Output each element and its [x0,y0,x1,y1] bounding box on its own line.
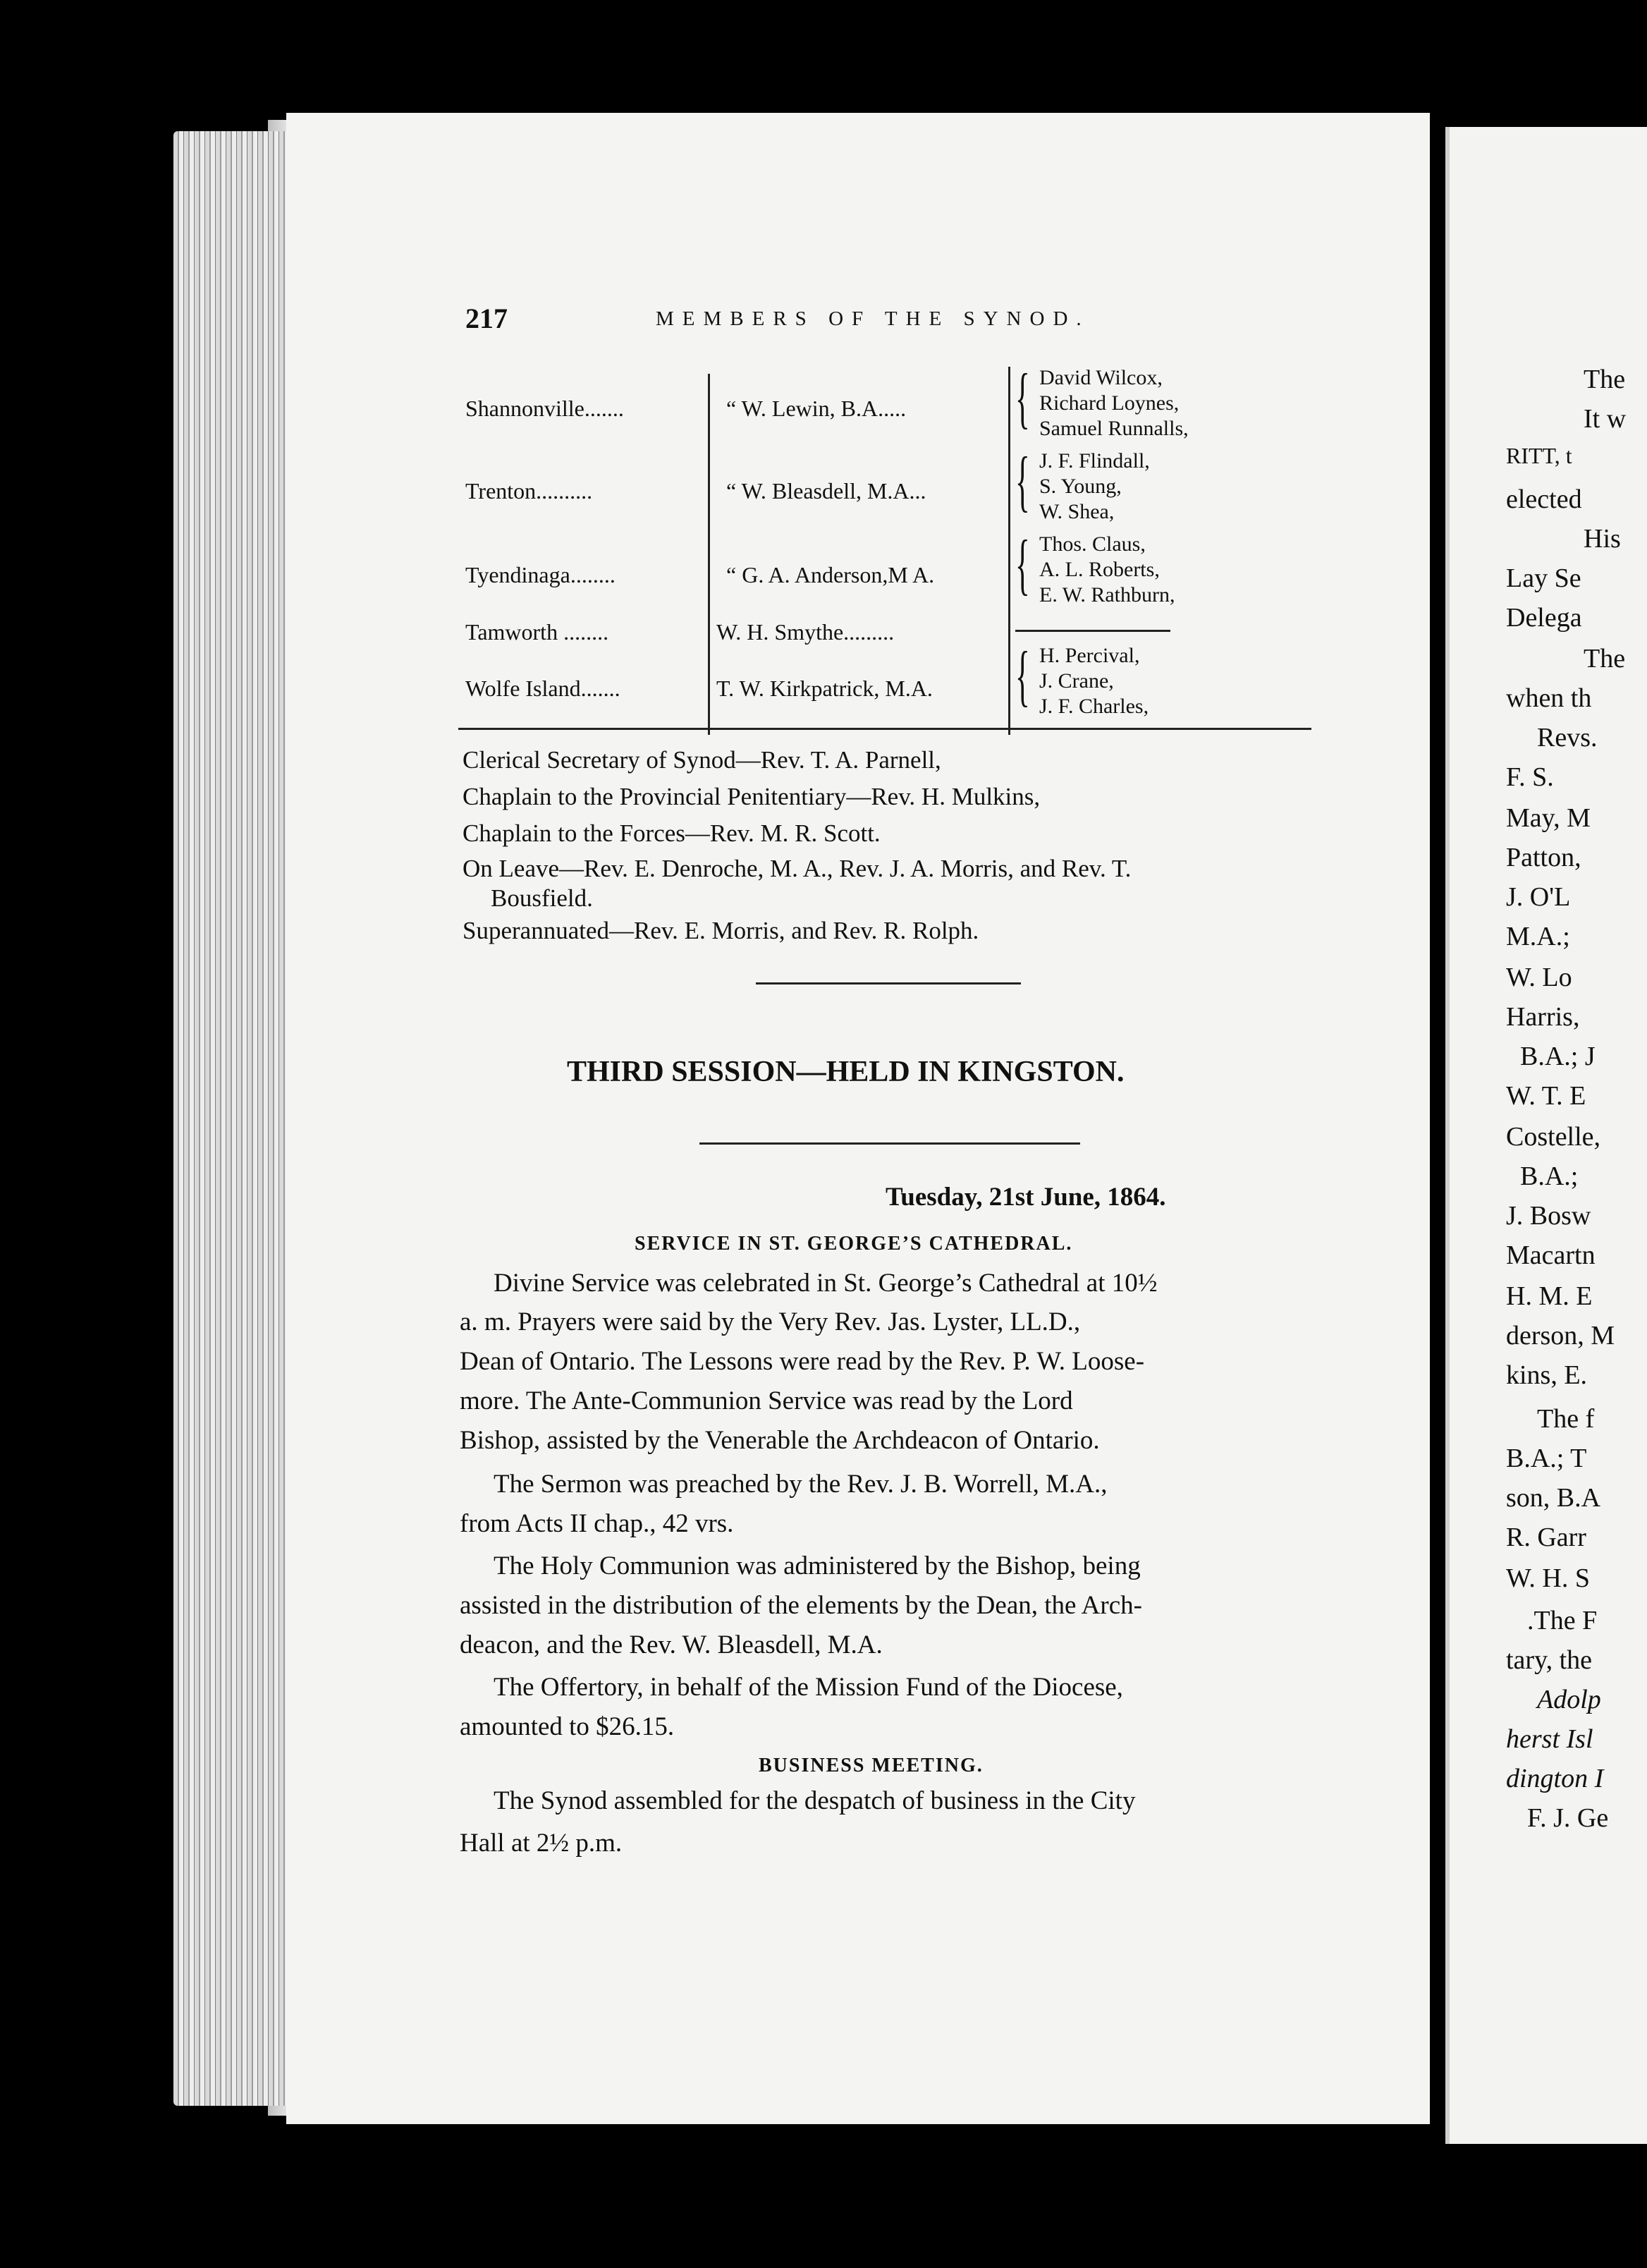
text-line: deacon, and the Rev. W. Bleasdell, M.A. [460,1630,883,1659]
right-page-fragment: Lay Se [1506,563,1581,593]
business-heading: BUSINESS MEETING. [759,1755,984,1776]
right-page-fragment: tary, the [1506,1645,1593,1675]
officer-line: Superannuated—Rev. E. Morris, and Rev. R. Rolph. [463,917,979,944]
table-row-clergy: “ W. Bleasdell, M.A... [726,478,926,504]
text-line: more. The Ante-Communion Service was read by the Lord [460,1386,1073,1415]
delegate: J. F. Flindall, [1039,449,1150,472]
text-line: Dean of Ontario. The Lessons were read by the Rev. P. W. Loose- [460,1347,1145,1376]
divider-rule [756,982,1021,984]
right-page-fragment: May, M [1506,803,1591,833]
officer-line: On Leave—Rev. E. Denroche, M. A., Rev. J. A. Morris, and Rev. T. [463,855,1132,882]
page-number: 217 [465,303,508,334]
right-page-fragment: W. H. S [1506,1563,1590,1593]
brace-icon: { [1015,526,1030,602]
text-line: The Offertory, in behalf of the Mission Fund of the Diocese, [494,1673,1123,1702]
right-page-fragment: Harris, [1506,1002,1580,1032]
delegate: H. Percival, [1039,644,1140,667]
table-row-parish: Trenton.......... [465,478,593,504]
right-page-fragment: The [1584,365,1626,394]
right-page-fragment: The [1584,644,1626,673]
right-page-fragment: W. Lo [1506,963,1572,992]
text-line: Hall at 2½ p.m. [460,1829,623,1858]
text-line: assisted in the distribution of the elements by the Dean, the Arch- [460,1591,1142,1620]
officer-line: Clerical Secretary of Synod—Rev. T. A. Parnell, [463,746,941,774]
right-page-fragment: J. O'L [1506,882,1571,912]
table-row-delegates [1039,643,1149,719]
delegate: J. F. Charles, [1039,695,1149,718]
right-page-fragment: F. J. Ge [1527,1803,1609,1833]
delegate: Thos. Claus, [1039,532,1146,556]
brace-icon: { [1015,360,1030,435]
right-page-fragment: Patton, [1506,843,1581,872]
text-line: from Acts II chap., 42 vrs. [460,1509,734,1538]
date-line: Tuesday, 21st June, 1864. [886,1183,1166,1212]
officer-line: Chaplain to the Provincial Penitentiary—Rev. H. Mulkins, [463,783,1041,810]
table-row-clergy: “ W. Lewin, B.A..... [726,396,907,421]
right-page-fragment: kins, E. [1506,1360,1588,1390]
table-row-delegates [1039,532,1175,608]
right-page-fragment: dington I [1506,1764,1604,1793]
right-page-fragment: when th [1506,683,1592,713]
delegate: Samuel Runnalls, [1039,417,1189,440]
text-line: a. m. Prayers were said by the Very Rev. Jas. Lyster, LL.D., [460,1307,1081,1336]
table-column-rule-2 [1008,367,1010,735]
officer-line: Bousfield. [491,884,593,912]
right-page-fragment: .The F [1527,1606,1598,1635]
right-page-fragment: F. S. [1506,762,1554,792]
right-page-fragment: Adolp [1537,1685,1601,1714]
table-row-clergy: W. H. Smythe......... [716,619,895,645]
text-line: The Synod assembled for the despatch of business in the City [494,1786,1136,1815]
right-page-fragment: Delega [1506,603,1582,633]
right-page-fragment: W. T. E [1506,1081,1586,1111]
right-page-fragment: herst Isl [1506,1724,1593,1754]
delegate: S. Young, [1039,475,1122,498]
right-page-fragment: Revs. [1537,723,1598,752]
table-row-delegates [1039,365,1189,441]
table-row-parish: Shannonville....... [465,396,624,421]
right-page-fragment: derson, M [1506,1321,1615,1351]
officer-line: Chaplain to the Forces—Rev. M. R. Scott. [463,819,881,847]
running-head: MEMBERS OF THE SYNOD. [656,307,1090,330]
right-page-fragment: R. Garr [1506,1523,1586,1552]
right-page-fragment: The f [1537,1404,1595,1434]
brace-icon: { [1015,638,1030,713]
right-page-fragment: B.A.; J [1520,1042,1596,1071]
right-page-fragment: M.A.; [1506,922,1570,951]
right-page-fragment: Macartn [1506,1240,1596,1270]
right-page-fragment: H. M. E [1506,1281,1593,1311]
table-bottom-rule [458,728,1311,730]
session-title: THIRD SESSION—HELD IN KINGSTON. [567,1056,1125,1088]
tamworth-delegates-rule [1015,630,1170,632]
table-row-clergy: “ G. A. Anderson,M A. [726,562,935,587]
table-row-clergy: T. W. Kirkpatrick, M.A. [716,676,933,701]
delegate: Richard Loynes, [1039,391,1180,415]
right-page-fragment: RITT, t [1506,443,1572,468]
divider-rule [699,1142,1080,1145]
right-page-fragment: son, B.A [1506,1483,1601,1513]
delegate: A. L. Roberts, [1039,558,1160,581]
table-row-parish: Tamworth ........ [465,619,609,645]
service-heading: SERVICE IN ST. GEORGE’S CATHEDRAL. [635,1233,1073,1255]
table-row-delegates [1039,449,1150,525]
text-line: The Sermon was preached by the Rev. J. B. Worrell, M.A., [494,1470,1108,1499]
delegate: David Wilcox, [1039,366,1163,389]
brace-icon: { [1015,443,1030,518]
right-page-fragment: J. Bosw [1506,1201,1591,1231]
right-page-fragment: elected [1506,484,1582,514]
text-line: Bishop, assisted by the Venerable the Archdeacon of Ontario. [460,1426,1100,1455]
delegate: W. Shea, [1039,500,1115,523]
right-page-fragment: B.A.; [1520,1162,1579,1191]
text-line: amounted to $26.15. [460,1712,675,1741]
page-stack-edges [173,131,286,2106]
delegate: E. W. Rathburn, [1039,583,1175,606]
text-line: The Holy Communion was administered by the Bishop, being [494,1551,1141,1580]
right-page-fragment: His [1584,524,1621,554]
right-page-fragment: Costelle, [1506,1122,1601,1152]
text-line: Divine Service was celebrated in St. George’s Cathedral at 10½ [494,1269,1158,1298]
table-column-rule-1 [708,374,710,735]
right-page-fragment: B.A.; T [1506,1444,1587,1473]
right-page-fragment: It w [1584,404,1627,434]
table-row-parish: Tyendinaga........ [465,562,616,587]
delegate: J. Crane, [1039,669,1114,693]
table-row-parish: Wolfe Island....... [465,676,620,701]
